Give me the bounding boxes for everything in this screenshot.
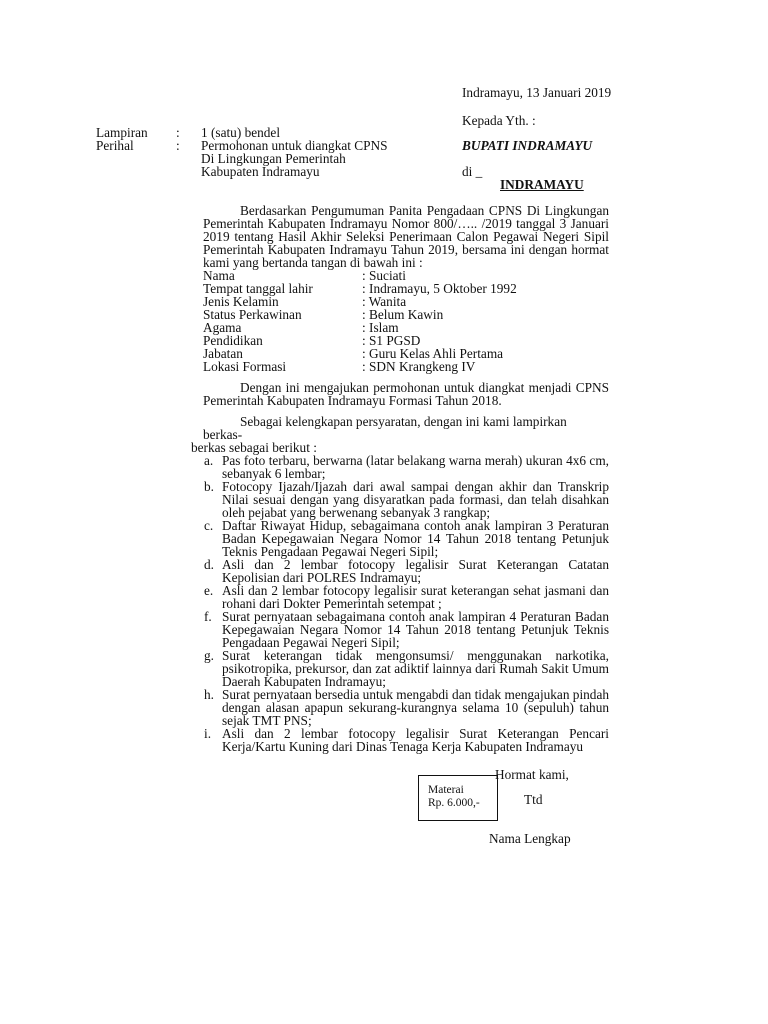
field-label: Tempat tanggal lahir [203,281,313,296]
to-label: Kepada Yth. : [462,113,536,128]
meta-label: Lampiran [96,125,148,140]
item-key: g. [204,648,214,663]
signature-block [203,768,609,848]
item-text: Pas foto terbaru, berwarna (latar belakang warna merah) ukuran 4x6 cm, sebanyak 6 lembar; [222,453,609,481]
item-text: Asli dan 2 lembar fotocopy legalisir Surat Keterangan Pencari Kerja/Kartu Kuning dari Dinas Tenaga Kerja Kabupaten Indramayu [222,726,609,754]
list-item [185,454,609,480]
item-text: Daftar Riwayat Hidup, sebagaimana contoh anak lampiran 3 Peraturan Badan Kepegawaian Negara Nomor 14 Tahun 2018 tentang Petunjuk Teknis Pengadaan Pegawai Negeri Sipil; [222,518,609,559]
stamp-label: Materai [428,784,464,796]
item-text: Fotocopy Ijazah/Ijazah dari awal sampai dengan akhir dan Transkrip Nilai sesuai dengan yang disyaratkan pada formasi, dan telah disahkan oleh pejabat yang berwenang sebanyak 3 rangkap; [222,479,609,520]
field-label: Jabatan [203,346,243,361]
list-item [185,584,609,610]
list-item [185,610,609,649]
item-key: f. [204,609,212,624]
meta-perihal [96,139,446,178]
list-item [185,649,609,688]
field-label: Lokasi Formasi [203,359,287,374]
field-value: : S1 PGSD [362,333,421,348]
field-value: : Suciati [362,268,406,283]
stamp-box [418,775,498,821]
item-text: Surat pernyataan bersedia untuk mengabdi dan tidak mengajukan pindah dengan alasan apapun sekurang-kurangnya selama 10 (sepuluh) tahun sejak TMT PNS; [222,687,609,728]
di-label: di _ [462,164,483,179]
item-text: Asli dan 2 lembar fotocopy legalisir Surat Keterangan Catatan Kepolisian dari POLRES Indramayu; [222,557,609,585]
list-item [185,688,609,727]
item-text: Surat pernyataan sebagaimana contoh anak lampiran 4 Peraturan Badan Kepegawaian Negara Nomor 14 Tahun 2018 tentang Petunjuk Teknis Pengadaan Pegawai Negeri Sipil; [222,609,609,650]
attach-intro-cont: berkas sebagai berikut : [191,440,317,455]
field-label: Jenis Kelamin [203,294,279,309]
field-value: : Wanita [362,294,407,309]
field-label: Agama [203,320,242,335]
letter-body [191,203,609,848]
item-key: c. [204,518,214,533]
closing: Hormat kami, [495,767,569,782]
field-label: Nama [203,268,235,283]
stamp-amount: Rp. 6.000,- [428,797,480,809]
applicant-fields [203,269,609,373]
field-row [203,360,609,373]
meta-colon: : [176,138,180,153]
item-key: d. [204,557,214,572]
meta-value: 1 (satu) bendel [201,125,281,140]
item-key: b. [204,479,214,494]
item-key: a. [204,453,214,468]
field-value: : Islam [362,320,399,335]
meta-value: Permohonan untuk diangkat CPNS [201,138,388,153]
attachment-list [185,454,609,753]
field-row [203,308,609,321]
meta-value: Di Lingkungan Pemerintah [201,151,346,166]
request-paragraph: Dengan ini mengajukan permohonan untuk diangkat menjadi CPNS Pemerintah Kabupaten Indramayu Formasi Tahun 2018. [203,380,609,408]
attach-intro: Sebagai kelengkapan persyaratan, dengan ini kami lampirkan berkas- [203,414,567,442]
meta-colon: : [176,125,180,140]
recipient: BUPATI INDRAMAYU [462,138,593,153]
signer-name: Nama Lengkap [489,831,571,846]
letter-meta [96,126,446,178]
item-text: Surat keterangan tidak mengonsumsi/ menggunakan narkotika, psikotropika, prekursor, dan zat adiktif lainnya dari Rumah Sakit Umum Daerah Kabupaten Indramayu; [222,648,609,689]
list-item [185,558,609,584]
field-value: : Belum Kawin [362,307,444,322]
list-item [185,727,609,753]
field-value: : Indramayu, 5 Oktober 1992 [362,281,517,296]
meta-label: Perihal [96,138,134,153]
field-value: : SDN Krangkeng IV [362,359,476,374]
meta-value: Kabupaten Indramayu [201,164,320,179]
item-text: Asli dan 2 lembar fotocopy legalisir surat keterangan sehat jasmani dan rohani dari Dokter Pemerintah setempat ; [222,583,609,611]
field-label: Pendidikan [203,333,263,348]
item-key: e. [204,583,214,598]
recipient-city: INDRAMAYU [500,177,584,192]
list-item [185,480,609,519]
signature-ttd: Ttd [524,792,543,807]
item-key: h. [204,687,214,702]
field-label: Status Perkawinan [203,307,302,322]
letter-date: Indramayu, 13 Januari 2019 [462,85,612,100]
item-key: i. [204,726,212,741]
intro-paragraph: Berdasarkan Pengumuman Panita Pengadaan CPNS Di Lingkungan Pemerintah Kabupaten Indramayu Nomor 800/….. /2019 tanggal 3 Januari 2019 tentang Hasil Akhir Seleksi Penerimaan Calon Pegawai Negeri Sipil Pemerintah Kabupaten Indramayu Tahun 2019, bersama ini dengan hormat kami yang bertanda tangan di bawah ini : [203,203,609,270]
field-value: : Guru Kelas Ahli Pertama [362,346,504,361]
list-item [185,519,609,558]
